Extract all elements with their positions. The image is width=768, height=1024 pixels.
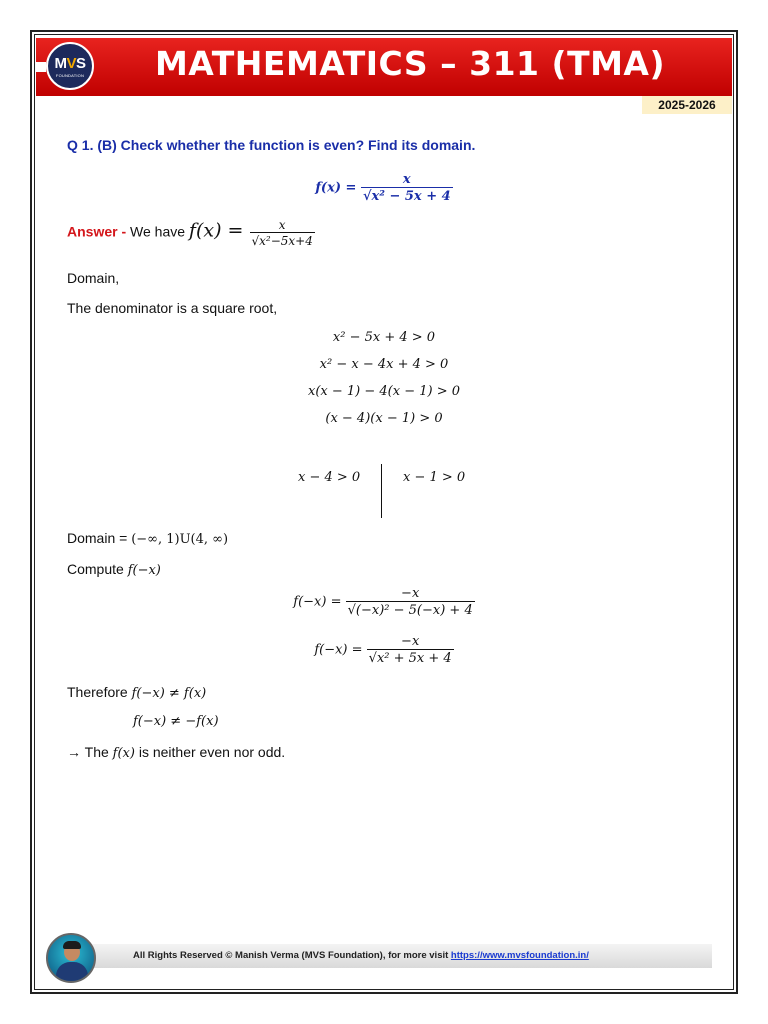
f-neg-denominator-2: √x² + 5x + 4 bbox=[368, 651, 452, 666]
case-left: x − 4 > 0 bbox=[298, 470, 361, 485]
answer-label: Answer bbox=[67, 223, 118, 240]
equation-step-2: x² − x − 4x + 4 > 0 bbox=[319, 357, 449, 372]
domain-label: Domain, bbox=[67, 270, 120, 286]
logo-letter-s: S bbox=[76, 54, 86, 72]
answer-line bbox=[67, 218, 315, 248]
case-right: x − 1 > 0 bbox=[403, 470, 466, 485]
answer-fraction bbox=[250, 218, 315, 248]
logo-mark bbox=[54, 55, 85, 72]
footer-text: All Rights Reserved © Manish Verma (MVS Foundation), for more visit bbox=[133, 950, 451, 961]
f-neg-fraction-2 bbox=[367, 634, 454, 666]
formula-denominator: √x² − 5x + 4 bbox=[362, 189, 451, 204]
f-neg-numerator-1: −x bbox=[401, 586, 420, 601]
f-neg-lhs-2: f(−x) = bbox=[314, 642, 367, 658]
footer-link[interactable]: https://www.mvsfoundation.in/ bbox=[450, 950, 589, 961]
equation-step-3: x(x − 1) − 4(x − 1) > 0 bbox=[308, 384, 460, 399]
formula-numerator: x bbox=[402, 172, 411, 187]
case-divider bbox=[381, 464, 382, 518]
right-arrow-icon: → bbox=[67, 744, 81, 760]
compute-line bbox=[67, 561, 161, 578]
domain-result-label: Domain = bbox=[67, 530, 132, 546]
footer-copyright bbox=[133, 950, 589, 961]
avatar-body bbox=[56, 962, 88, 983]
conclusion-line bbox=[67, 744, 285, 761]
f-neg-denominator-1: √(−x)² − 5(−x) + 4 bbox=[347, 603, 473, 618]
conclusion-fx: f(x) bbox=[112, 746, 135, 761]
compute-label: Compute bbox=[67, 561, 128, 577]
denominator-note: The denominator is a square root, bbox=[67, 300, 278, 316]
therefore-line bbox=[67, 684, 206, 701]
answer-numerator: x bbox=[278, 218, 286, 232]
year-badge: 2025-2026 bbox=[642, 96, 732, 114]
answer-lead-text: We have bbox=[130, 223, 189, 240]
avatar-hair bbox=[63, 941, 81, 949]
equation-step-1: x² − 5x + 4 > 0 bbox=[332, 330, 436, 345]
f-neg-equation-1 bbox=[0, 586, 768, 618]
answer-separator: - bbox=[117, 223, 131, 240]
domain-result bbox=[67, 530, 228, 547]
conclusion-pre: The bbox=[81, 744, 113, 760]
answer-lhs: f(x) = bbox=[188, 219, 250, 242]
f-neg-equation-2 bbox=[0, 634, 768, 666]
f-neg-lhs-1: f(−x) = bbox=[293, 594, 346, 610]
page-title: MATHEMATICS – 311 (TMA) bbox=[154, 44, 666, 83]
therefore-label: Therefore bbox=[67, 684, 132, 700]
compute-expression: f(−x) bbox=[127, 563, 161, 578]
question-formula bbox=[0, 172, 768, 204]
mvs-logo bbox=[46, 42, 94, 90]
question-heading: Q 1. (B) Check whether the function is even? Find its domain. bbox=[67, 137, 476, 153]
logo-letter-m: M bbox=[54, 54, 67, 72]
equation-step-4: (x − 4)(x − 1) > 0 bbox=[325, 411, 443, 426]
therefore-expression: f(−x) ≠ f(x) bbox=[131, 686, 207, 701]
domain-result-value: (−∞, 1)U(4, ∞) bbox=[131, 532, 229, 547]
conclusion-post: is neither even nor odd. bbox=[134, 744, 286, 760]
logo-letter-v: V bbox=[66, 54, 76, 72]
author-avatar bbox=[46, 933, 96, 983]
f-neg-fraction-1 bbox=[346, 586, 475, 618]
formula-fraction bbox=[361, 172, 453, 204]
f-neg-numerator-2: −x bbox=[401, 634, 420, 649]
formula-lhs: f(x) = bbox=[315, 180, 361, 196]
not-odd-expression: f(−x) ≠ −f(x) bbox=[133, 714, 219, 729]
logo-subtitle: FOUNDATION bbox=[55, 72, 85, 78]
header-stripe bbox=[36, 62, 46, 72]
answer-denominator: √x²−5x+4 bbox=[251, 234, 313, 248]
